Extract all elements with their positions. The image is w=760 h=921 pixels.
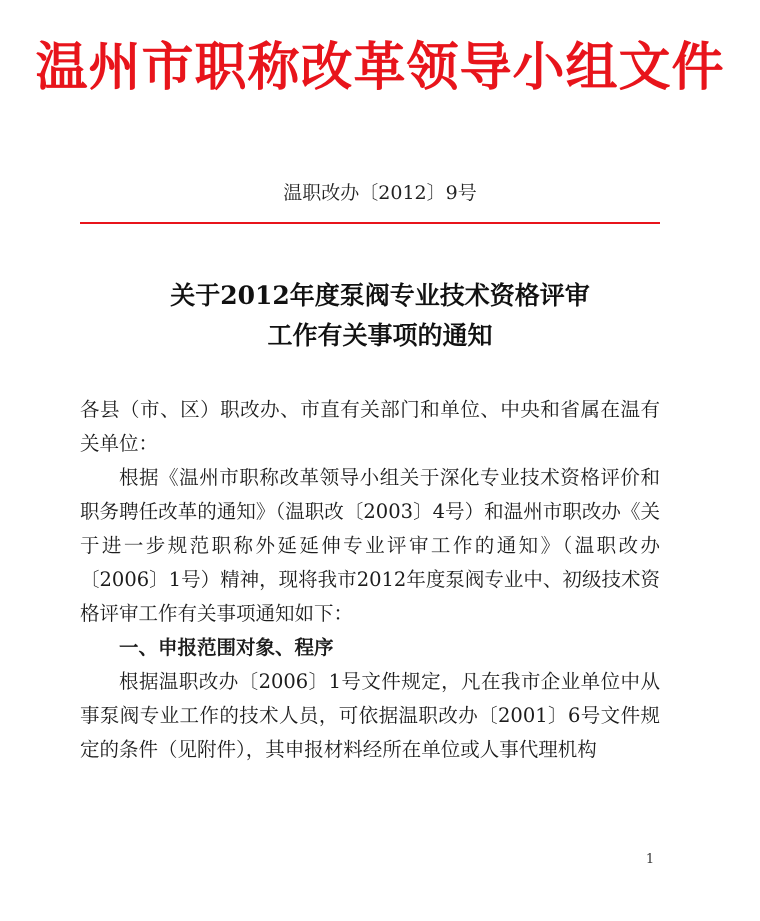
salutation: 各县（市、区）职改办、市直有关部门和单位、中央和省属在温有关单位： [80, 398, 660, 455]
body-paragraph-2: 根据温职改办〔2006〕1号文件规定，凡在我市企业单位中从事泵阀专业工作的技术人员，可依据温职改办〔2001〕6号文件规定的条件（见附件），其申报材料经所在单位或人事代理机构 [80, 670, 660, 761]
section-heading-1: 一、申报范围对象、程序 [119, 636, 334, 659]
document-number: 温职改办〔2012〕9号 [283, 182, 477, 204]
page-number: 1 [645, 852, 655, 867]
red-divider-line [80, 222, 660, 224]
notice-body [80, 393, 660, 767]
body-paragraph-1: 根据《温州市职称改革领导小组关于深化专业技术资格评价和职务聘任改革的通知》（温职改〔2003〕4号）和温州市职改办《关于进一步规范职称外延延伸专业评审工作的通知》（温职改办〔2006〕1号）精神，现将我市2012年度泵阀专业中、初级技术资格评审工作有关事项通知如下： [80, 466, 660, 625]
issuer-header-title: 温州市职称改革领导小组文件 [35, 37, 725, 98]
notice-title-line-2: 工作有关事项的通知 [267, 321, 493, 350]
notice-title [0, 276, 760, 356]
notice-title-line-1: 关于2012年度泵阀专业技术资格评审 [170, 281, 590, 310]
